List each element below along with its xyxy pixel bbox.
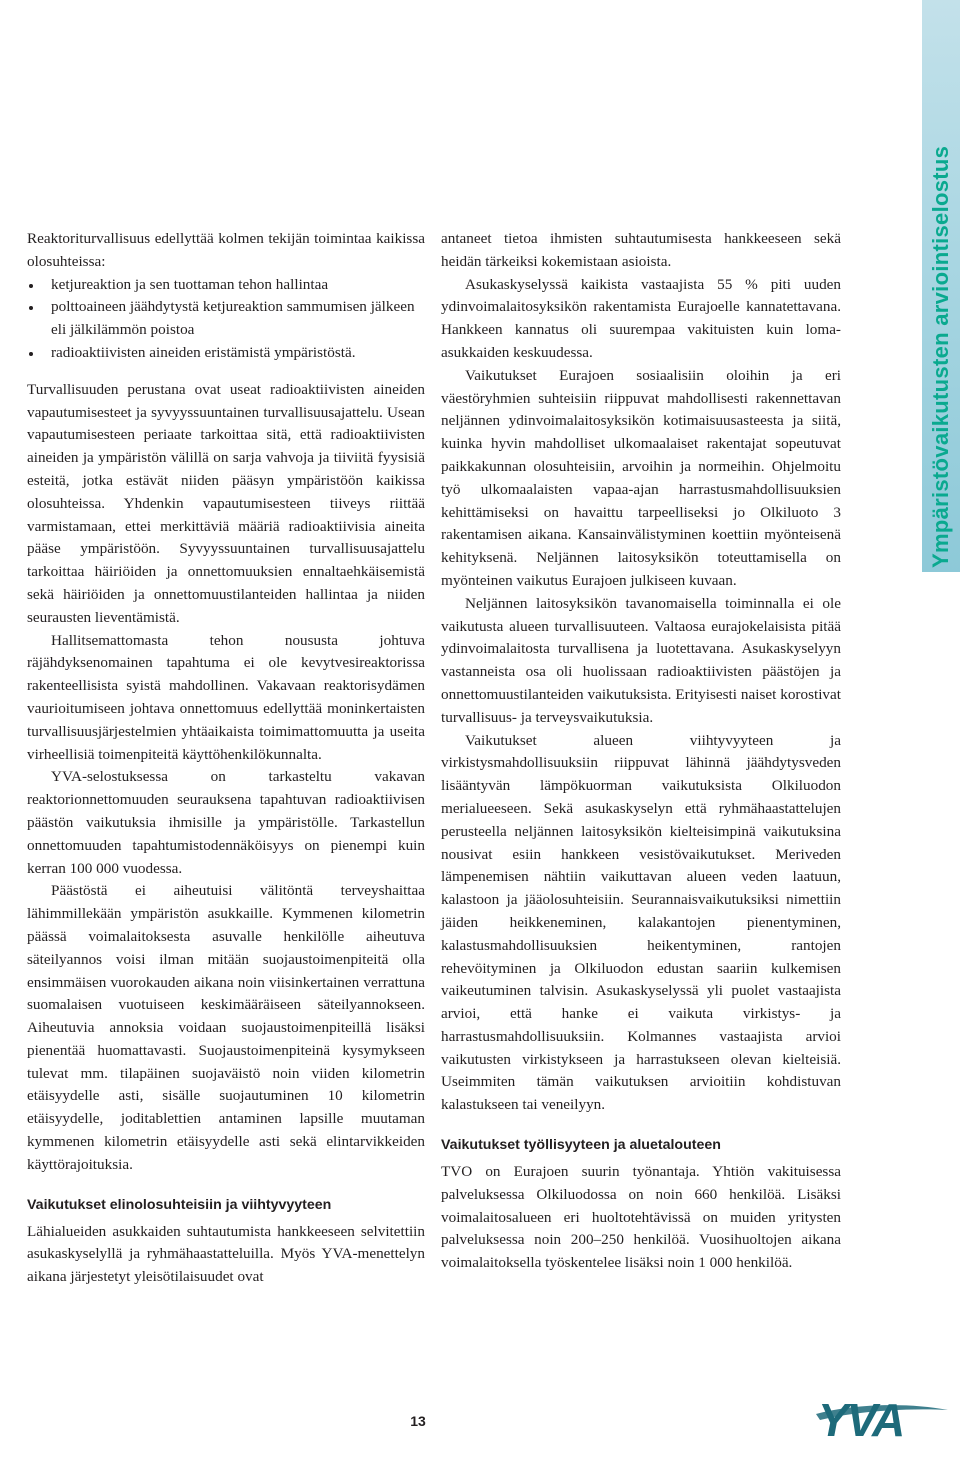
section-heading: Vaikutukset elinolosuhteisiin ja viihtyvyyteen	[27, 1196, 332, 1213]
list-item: ketjureaktion ja sen tuottaman tehon hallintaa	[27, 274, 425, 297]
body-paragraph: Hallitsemattomasta tehon noususta johtuva räjähdyksenomainen tapahtuma ei ole kevytvesireaktorissa rakenteellisista syistä mahdollinen. Vakavaan reaktorisydämen vaurioitumiseen johtava onnettomuus edellyttää moninkertaisten turvallisuusjärjestelmien yhtäaikaista toimimattomuutta ja useita virheellisiä toimenpiteitä käyttöhenkilökunnalta.	[27, 631, 425, 763]
logo-wordmark: YVA	[818, 1394, 904, 1446]
list-item: radioaktiivisten aineiden eristämistä ympäristöstä.	[27, 342, 425, 365]
right-column	[441, 228, 841, 1275]
body-paragraph: Vaikutukset Eurajoen sosiaalisiin oloihin ja eri väestöryhmien suhteisiin riippuvat mahdollisesti rakennettavan neljännen ydinvoimalaitosyksikön kotimaisuusasteesta ja siitä, kuinka hyvin mahdolliset ulkomaalaiset rakentajat sopeutuvat paikkakunnan olosuhteisiin, arvoihin ja normeihin. Ohjelmoitu työ ulkomaalaisten vapaa-ajan harrastusmahdollisuuksien kehittämiseksi on havaittu tarpeelliseksi jo Olkiluoto 3 rakentamisen aikana. Kansainvälistyminen koettiin myönteisenä kehityksenä. Neljännen laitosyksikön toteuttamisella on myönteinen vaikutus Eurajoen julkiseen kuvaan.	[441, 366, 841, 589]
body-paragraph: Päästöstä ei aiheutuisi välitöntä terveyshaittaa lähimmillekään ympäristön asukkaille. Kymmenen kilometrin päässä voimalaitoksesta asuvalle henkilölle aiheutuva säteilyannos voisi ilman mitään suojaustoimenpiteitä olla ensimmäisen vuorokauden aikana noin viisinkertainen verrattuna suomalaisen vuotuiseen keskimääräiseen säteilyannokseen. Aiheutuvia annoksia voidaan suojaustoimenpiteillä lisäksi pienentää huomattavasti. Suojaustoimenpiteinä kysymykseen tulevat mm. tilapäinen suojaväistö noin viiden kilometrin etäisyydelle asti, sisälle suojautuminen 10 kilometrin etäisyydelle, joditablettien antaminen lapsille muutaman kymmenen kilometrin etäisyydelle asti sekä elintarvikkeiden käyttörajoituksia.	[27, 882, 425, 1173]
yva-logo	[812, 1384, 952, 1446]
list-item: polttoaineen jäähdytystä ketjureaktion sammumisen jälkeen eli jälkilämmön poistoa	[27, 296, 425, 342]
intro-paragraph: Reaktoriturvallisuus edellyttää kolmen tekijän toimintaa kaikissa olosuhteissa:	[27, 230, 425, 270]
body-paragraph: Asukaskyselyssä kaikista vastaajista 55 % piti uuden ydinvoimalaitosyksikön rakentamista Eurajoelle kannatettavana. Hankkeen kannatus oli suurempaa vakituisten kuin loma-asukkaiden keskuudessa.	[441, 275, 841, 361]
sidebar-title: Ympäristövaikutusten arviointiselostus	[928, 145, 953, 568]
body-paragraph: Neljännen laitosyksikön tavanomaisella toiminnalla ei ole vaikutusta alueen turvallisuuteen. Valtaosa eurajokelaisista pitää ydinvoimalaitosta turvallisena ja luotettavana. Asukaskyselyyn vastanneista osa oli huolissaan radioaktiivisten päästöjen ja onnettomuustilanteiden vaikutuksista. Erityisesti naiset korostivat turvallisuus- ja terveysvaikutuksia.	[441, 594, 841, 726]
left-column	[27, 228, 425, 1289]
body-paragraph: Turvallisuuden perustana ovat useat radioaktiivisten aineiden vapautumisesteet ja syvyyssuuntainen turvallisuusajattelu. Usean vapautumisesteen periaate tarkoittaa sitä, että radioaktiivisten aineiden ja ympäristön välillä on sarja vahvoja ja tiiviitä fyysisiä esteitä, jotka estävät niiden pääsyn ympäristöön kaikissa olosuhteissa. Yhdenkin vapautumisesteen tiiveys riittää varmistamaan, ettei merkittäviä määriä radioaktiivisia aineita pääse ympäristöön. Syvyyssuuntainen turvallisuusajattelu tarkoittaa häiriöiden ja onnettomuuksien ennaltaehkäisemistä sekä häiriöiden ja onnettomuustilanteiden hallintaa ja niiden seurausten lieventämistä.	[27, 380, 425, 626]
body-paragraph: antaneet tietoa ihmisten suhtautumisesta hankkeeseen sekä heidän tärkeiksi kokemistaan asioista.	[441, 230, 841, 270]
body-paragraph: YVA-selostuksessa on tarkasteltu vakavan reaktorionnettomuuden seurauksena tapahtuvan radioaktiivisen päästön vaikutuksia ihmisille ja ympäristölle. Tarkastellun onnettomuuden tapahtumistodennäköisyys on pienempi kuin kerran 100 000 vuodessa.	[27, 768, 425, 877]
bullet-list	[27, 274, 425, 365]
body-paragraph: Vaikutukset alueen viihtyvyyteen ja virkistysmahdollisuuksiin riippuvat lähinnä jäähdytysveden lisääntyvän lämpökuorman vaikutuksista Olkiluodon merialueeseen. Sekä asukaskyselyn että ryhmähaastattelujen perusteella neljännen laitosyksikön kielteisimpinä vaikutuksina nousivat esiin hankkeen vesistövaikutukset. Meriveden lämpenemisen nähtiin vaikuttavan alueen veden laatuun, kalastoon ja jääolosuhteisiin. Seurannaisvaikutuksiksi nimettiin jäiden heikkeneminen, kalakantojen pienentyminen, kalastusmahdollisuuksien heikentyminen, rantojen rehevöityminen ja Olkiluodon edustan saariin kulkemisen vaikeutuminen talvisin. Asukaskyselyssä yli puolet vastaajista arvioi, että hanke ei vaikuta virkistys- ja harrastusmahdollisuuksiin. Kolmannes vastaajista arvioi vaikutusten virkistykseen ja harrastukseen olevan kielteisiä. Useimmiten tämän vaikutuksen arvioitiin kohdistuvan kalastukseen tai veneilyyn.	[441, 731, 841, 1114]
section-heading: Vaikutukset työllisyyteen ja aluetalouteen	[441, 1137, 721, 1154]
body-paragraph: TVO on Eurajoen suurin työnantaja. Yhtiön vakituisessa palveluksessa Olkiluodossa on noin 660 henkilöä. Lisäksi voimalaitosalueen eri huoltotehtävissä on muiden yritysten palveluksessa noin 200–250 henkilöä. Vuosihuoltojen aikana voimalaitoksella työskentelee lisäksi noin 1 000 henkilöä.	[441, 1163, 841, 1272]
body-paragraph: Lähialueiden asukkaiden suhtautumista hankkeeseen selvitettiin asukaskyselyllä ja ryhmähaastatteluilla. Myös YVA-menettelyn aikana järjestetyt yleisötilaisuudet ovat	[27, 1222, 425, 1286]
page-number: 13	[410, 1413, 426, 1429]
